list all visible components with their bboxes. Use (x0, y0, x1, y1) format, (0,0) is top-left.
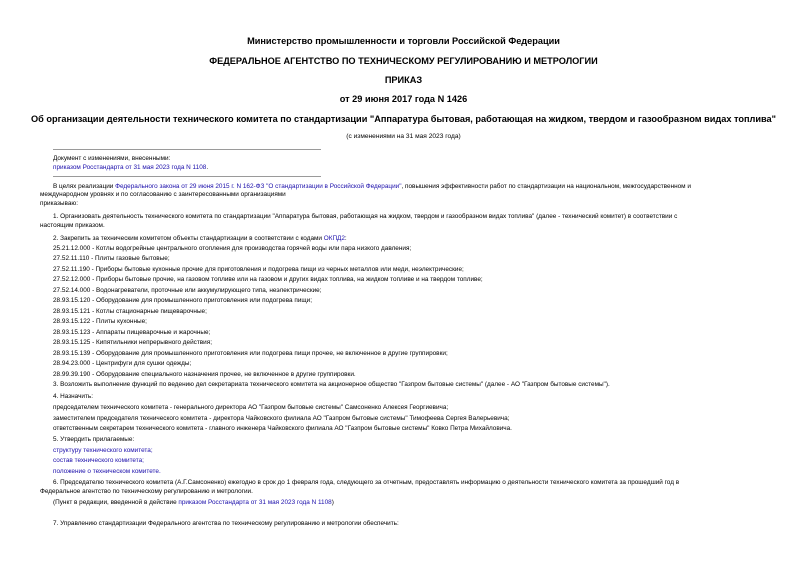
paragraph-6-line-2: Федеральное агентство по техническому регулированию и метрологии. (40, 488, 253, 495)
paragraph-6-note: (Пункт в редакции, введенной в действие приказом Росстандарта от 31 мая 2023 года N 1108) (53, 499, 334, 506)
code-item: 28.94.23.000 - Центрифуги для сушки одежды; (53, 360, 192, 367)
regulation-link[interactable]: положение о техническом комитете. (53, 468, 161, 475)
document-title: Об организации деятельности технического комитета по стандартизации "Аппаратура бытовая, работающая на жидком, твердом и газообразном видах топлива" (31, 114, 776, 124)
okpd2-link[interactable]: ОКПД2 (323, 235, 345, 242)
amendment-note: (с изменениями на 31 мая 2023 года) (346, 133, 461, 140)
p6-order-link[interactable]: приказом Росстандарта от 31 мая 2023 года N 1108 (178, 499, 332, 506)
code-item: 28.99.39.190 - Оборудование специального назначения прочее, не включенное в другие группировки. (53, 371, 356, 378)
structure-link[interactable]: структуру технического комитета; (53, 447, 153, 454)
paragraph-4: 4. Назначить: (53, 393, 94, 400)
changes-tail: . (206, 164, 209, 171)
document-type: ПРИКАЗ (384, 75, 423, 85)
approved-doc-link-composition (53, 457, 144, 465)
changes-line (53, 164, 208, 172)
code-item: 25.21.12.000 - Котлы водогрейные центрального отопления для производства горячей воды или пара низкого давления; (53, 245, 412, 252)
code-item: 27.52.11.190 - Приборы бытовые кухонные прочие для приготовления и подогрева пищи из черных металлов или меди, неэлектрические; (53, 266, 464, 273)
paragraph-7: 7. Управлению стандартизации Федерального агентства по техническому регулированию и метрологии обеспечить: (53, 520, 399, 527)
code-item: 28.93.15.125 - Кипятильники непрерывного действия; (53, 339, 212, 346)
federal-law-link[interactable]: Федерального закона от 29 июня 2015 г. N 162-ФЗ "О стандартизации в Российской Федерации" (115, 183, 402, 190)
appointment-item: ответственным секретарем технического комитета - главного инженера Чайковского филиала АО "Газпром бытовые системы" Ковко Петра Михайловича. (53, 425, 512, 432)
appointment-item: председателем технического комитета - генерального директора АО "Газпром бытовые системы" Самсоненко Алексея Георгиевича; (53, 404, 449, 411)
intro-line-2: международном уровнях и по согласованию с заинтересованными организациями (40, 191, 286, 198)
code-item: 28.93.15.139 - Оборудование для промышленного приготовления или подогрева пищи прочее, не включенное в другие группировки; (53, 350, 448, 357)
paragraph-5: 5. Утвердить прилагаемые: (53, 436, 135, 443)
code-item: 28.93.15.120 - Оборудование для промышленного приготовления или подогрева пищи; (53, 297, 313, 304)
code-item: 27.52.14.000 - Водонагреватели, проточные или аккумулирующего типа, неэлектрические; (53, 287, 322, 294)
code-item: 28.93.15.122 - Плиты кухонные; (53, 318, 147, 325)
paragraph-1-line-1: 1. Организовать деятельность технического комитета по стандартизации "Аппаратура бытовая, работающая на жидком, твердом и газообразном видах топлива" (далее - технический комитет) в соответствии с (53, 213, 678, 220)
paragraph-6-line-1: 6. Председателю технического комитета (А.Г.Самсоненко) ежегодно в срок до 1 февраля года, следующего за отчетным, предоставлять информацию о деятельности технического комитета за прошедший год в (53, 479, 680, 486)
paragraph-2: 2. Закрепить за техническим комитетом объекты стандартизации в соответствии с кодами ОКПД2: (53, 235, 347, 242)
divider-top (53, 149, 321, 150)
intro-line-3: приказываю: (40, 200, 78, 207)
approved-doc-link-regulation (53, 468, 161, 476)
code-item: 28.93.15.123 - Аппараты пищеварочные и жарочные; (53, 329, 211, 336)
approved-doc-link-structure (53, 447, 153, 455)
document-date-number: от 29 июня 2017 года N 1426 (339, 94, 468, 104)
paragraph-3: 3. Возложить выполнение функций по ведению дел секретариата технического комитета на акционерное общество "Газпром бытовые системы" (далее - АО "Газпром бытовые системы"). (53, 381, 610, 388)
ministry-name: Министерство промышленности и торговли Российской Федерации (247, 36, 560, 46)
changes-order-link[interactable]: приказом Росстандарта от 31 мая 2023 года N 1108 (53, 164, 207, 171)
divider-bottom (53, 176, 321, 177)
code-item: 27.52.11.110 - Плиты газовые бытовые; (53, 255, 170, 262)
intro-line-1: В целях реализации Федерального закона от 29 июня 2015 г. N 162-ФЗ "О стандартизации в Российской Федерации", повышения эффективности работ по стандартизации на национальном, межгосударственном и (53, 183, 691, 190)
paragraph-1-line-2: настоящим приказом. (40, 222, 105, 229)
code-item: 28.93.15.121 - Котлы стационарные пищеварочные; (53, 308, 207, 315)
composition-link[interactable]: состав технического комитета; (53, 457, 144, 464)
changes-label: Документ с изменениями, внесенными: (53, 155, 171, 162)
agency-name: ФЕДЕРАЛЬНОЕ АГЕНТСТВО ПО ТЕХНИЧЕСКОМУ РЕГУЛИРОВАНИЮ И МЕТРОЛОГИИ (209, 56, 598, 66)
code-item: 27.52.12.000 - Приборы бытовые прочие, на газовом топливе или на газовом и других видах топлива, на жидком топливе и на твердом топливе; (53, 276, 483, 283)
appointment-item: заместителем председателя технического комитета - директора Чайковского филиала АО "Газпром бытовые системы" Тимофеева Сергея Валерьевича; (53, 415, 510, 422)
